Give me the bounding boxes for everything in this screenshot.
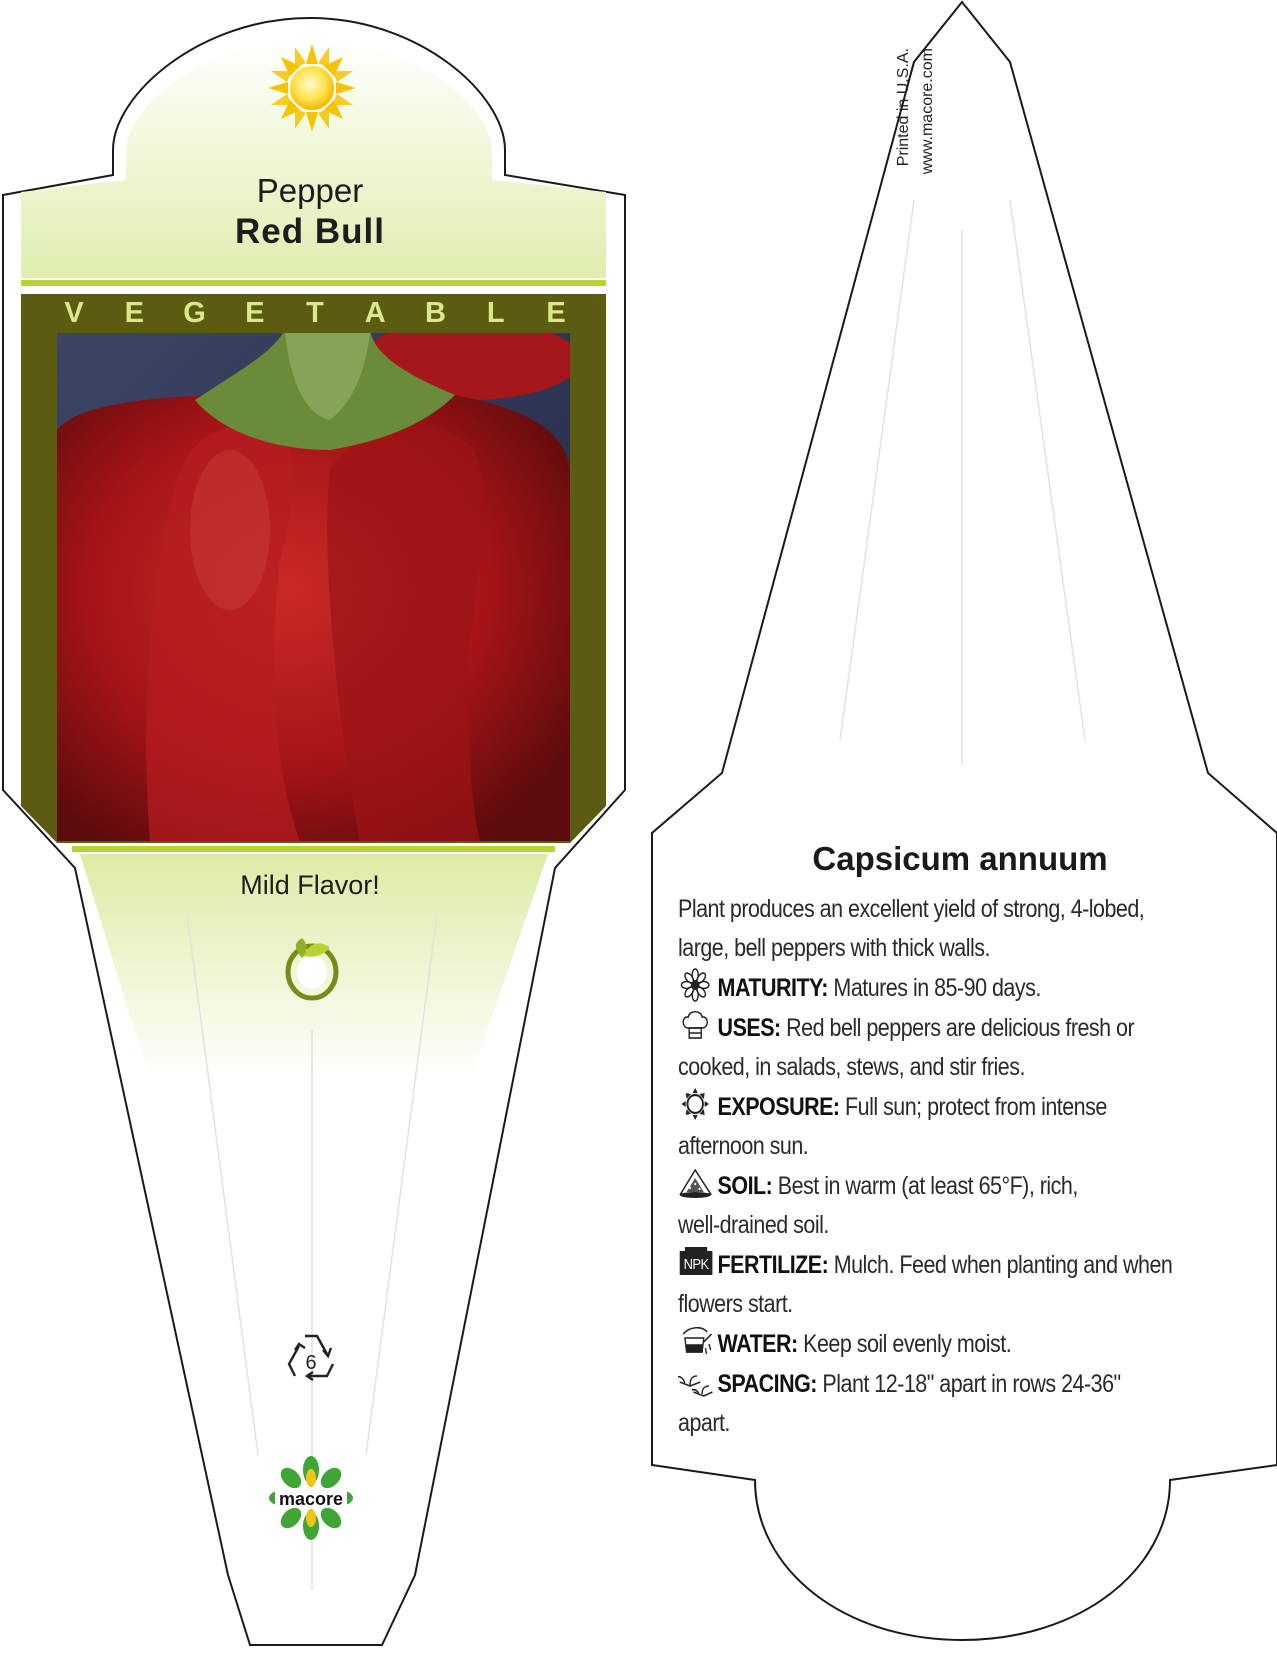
uses-label: USES: <box>717 1014 781 1042</box>
product-photo <box>57 320 580 841</box>
category-letter: V <box>64 296 84 329</box>
water-row <box>678 1324 1237 1364</box>
soil-mound-icon <box>678 1166 714 1200</box>
water-text: Keep soil evenly moist. <box>803 1330 1012 1358</box>
exposure-label: EXPOSURE: <box>717 1093 840 1121</box>
printed-in: Printed in U.S.A. <box>895 48 912 167</box>
water-label: WATER: <box>717 1330 798 1358</box>
category-letter: T <box>306 296 324 329</box>
maturity-label: MATURITY: <box>717 974 828 1002</box>
spacing-text: Plant 12-18" apart in rows 24-36" <box>822 1370 1121 1398</box>
exposure-text: Full sun; protect from intense <box>845 1093 1107 1121</box>
category-letter: E <box>546 296 566 329</box>
header-divider <box>21 280 606 286</box>
exposure-row <box>678 1087 1237 1127</box>
category-letter: E <box>245 296 265 329</box>
exposure-text-cont: afternoon sun. <box>678 1132 809 1160</box>
common-name: Pepper <box>256 172 364 209</box>
svg-text:NPK: NPK <box>683 1255 709 1273</box>
lower-divider <box>72 846 555 852</box>
npk-icon <box>678 1245 714 1279</box>
variety-name: Red Bull <box>235 212 385 251</box>
seedlings-icon <box>678 1364 714 1398</box>
soil-text-cont: well-drained soil. <box>678 1211 829 1239</box>
watering-can-icon <box>678 1324 714 1358</box>
category-letter: L <box>486 296 505 329</box>
flower-icon <box>678 968 714 1002</box>
spacing-text-cont: apart. <box>678 1409 730 1437</box>
soil-text: Best in warm (at least 65°F), rich, <box>777 1172 1078 1200</box>
maturity-text: Matures in 85-90 days. <box>833 974 1041 1002</box>
spacing-row <box>678 1364 1237 1404</box>
category-label <box>60 296 570 330</box>
tagline: Mild Flavor! <box>240 870 380 900</box>
maturity-row <box>678 968 1237 1008</box>
printer-credit <box>892 48 972 218</box>
printer-url: www.macore.com <box>919 48 936 175</box>
sun-icon <box>268 44 356 132</box>
uses-row <box>678 1008 1237 1048</box>
care-info <box>678 890 1237 1443</box>
soil-label: SOIL: <box>717 1172 773 1200</box>
fertilize-label: FERTILIZE: <box>717 1251 829 1279</box>
description-line: large, bell peppers with thick walls. <box>678 934 990 962</box>
description-line: Plant produces an excellent yield of strong, 4-lobed, <box>678 895 1145 923</box>
uses-text-cont: cooked, in salads, stews, and stir fries. <box>678 1053 1025 1081</box>
fertilize-text-cont: flowers start. <box>678 1290 793 1318</box>
chef-hat-icon <box>678 1008 714 1042</box>
spacing-label: SPACING: <box>717 1370 817 1398</box>
brand-name: macore <box>278 1489 344 1509</box>
category-letter: G <box>183 296 206 329</box>
recycle-number: 6 <box>305 1352 317 1374</box>
uses-text: Red bell peppers are delicious fresh or <box>786 1014 1135 1042</box>
sun-outline-icon <box>678 1087 714 1121</box>
category-letter: E <box>124 296 144 329</box>
category-letter: B <box>425 296 446 329</box>
fertilize-row <box>678 1245 1237 1285</box>
soil-row <box>678 1166 1237 1206</box>
category-letter: A <box>364 296 386 329</box>
fertilize-text: Mulch. Feed when planting and when <box>833 1251 1173 1279</box>
scientific-name: Capsicum annuum <box>812 840 1108 877</box>
